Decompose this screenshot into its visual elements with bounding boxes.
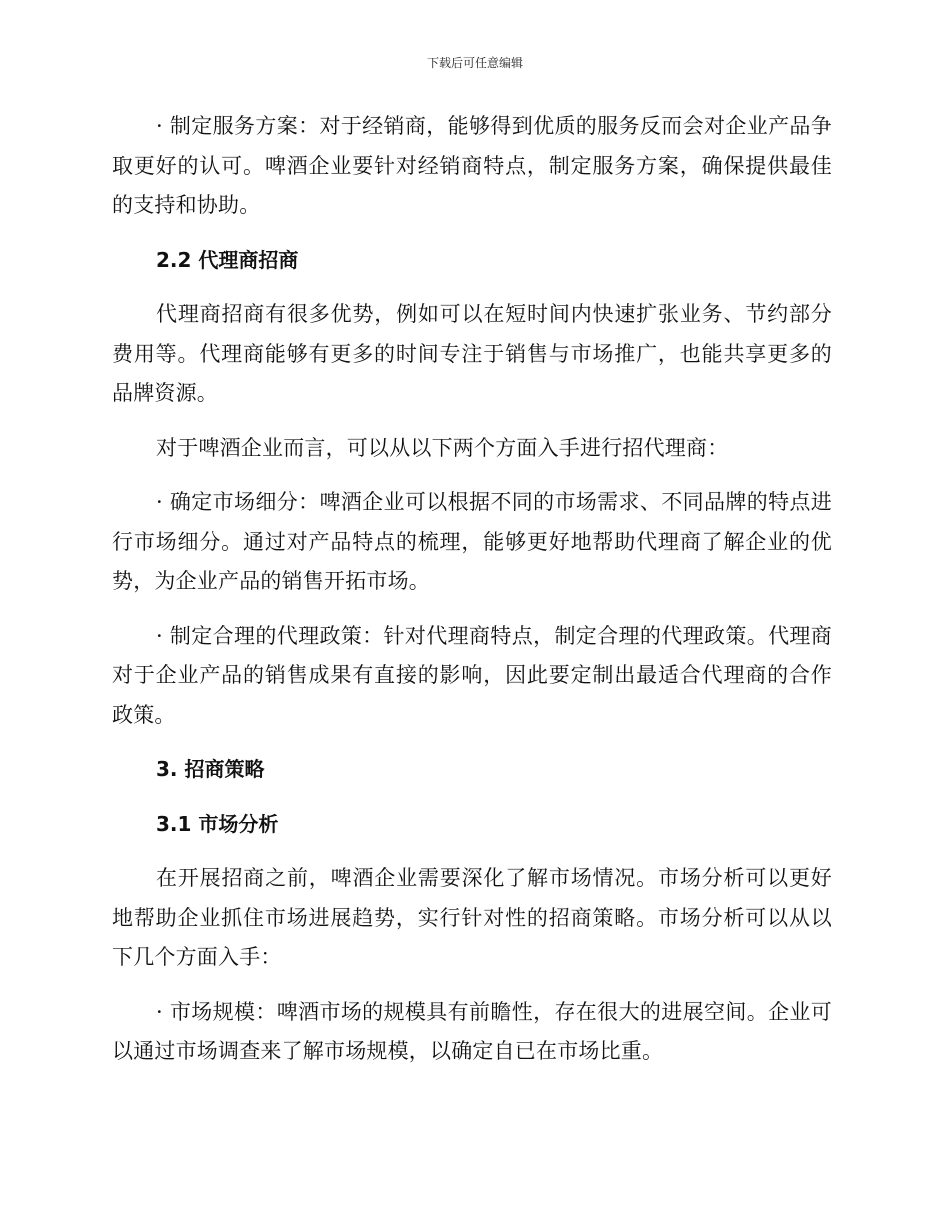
paragraph-agent-policy: · 制定合理的代理政策：针对代理商特点，制定合理的代理政策。代理商对于企业产品的销售成果有直接的影响，因此要定制出最适合代理商的合作政策。 — [112, 623, 832, 727]
paragraph-agent-approach: 对于啤酒企业而言，可以从以下两个方面入手进行招代理商： — [156, 435, 729, 460]
paragraph-market-scale: · 市场规模：啤酒市场的规模具有前瞻性，存在很大的进展空间。企业可以通过市场调查来了解市场规模，以确定自已在市场比重。 — [112, 999, 832, 1063]
document-body — [112, 107, 832, 1087]
paragraph-market-segmentation: · 确定市场细分：啤酒企业可以根据不同的市场需求、不同品牌的特点进行市场细分。通过对产品特点的梳理，能够更好地帮助代理商了解企业的优势，为企业产品的销售开拓市场。 — [112, 490, 832, 593]
heading-agent-recruitment: 2.2 代理商招商 — [156, 247, 299, 272]
paragraph-service-plan: · 制定服务方案：对于经销商，能够得到优质的服务反而会对企业产品争取更好的认可。啤酒企业要针对经销商特点，制定服务方案，确保提供最佳的支持和协助。 — [112, 114, 832, 217]
paragraph-market-analysis: 在开展招商之前，啤酒企业需要深化了解市场情况。市场分析可以更好地帮助企业抓住市场进展趋势，实行针对性的招商策略。市场分析可以从以下几个方面入手： — [112, 866, 832, 969]
heading-market-analysis: 3.1 市场分析 — [156, 811, 279, 836]
heading-recruitment-strategy: 3. 招商策略 — [156, 757, 265, 781]
paragraph-agent-advantages: 代理商招商有很多优势，例如可以在短时间内快速扩张业务、节约部分费用等。代理商能够有更多的时间专注于销售与市场推广，也能共享更多的品牌资源。 — [112, 302, 832, 405]
page-header: 下载后可任意编辑 — [426, 56, 523, 70]
